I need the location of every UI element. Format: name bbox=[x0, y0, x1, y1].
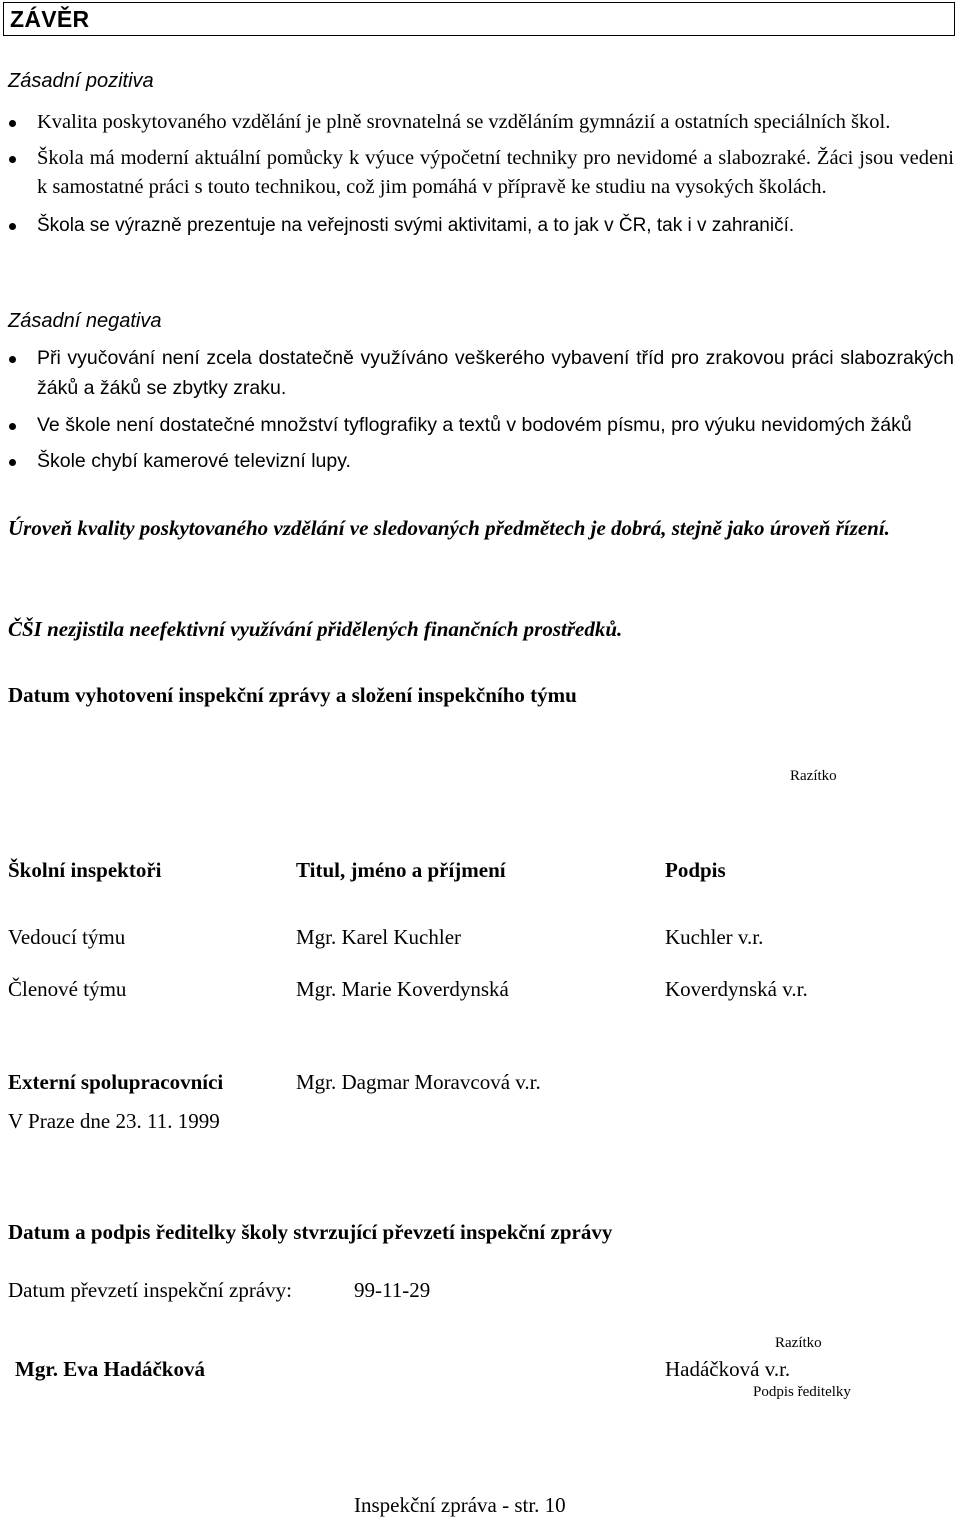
header-signature: Podpis bbox=[665, 858, 726, 882]
bullet-icon bbox=[9, 156, 16, 163]
row-signature: Kuchler v.r. bbox=[665, 925, 764, 949]
negative-text-2: Ve škole není dostatečné množství tyflografiky a textů v bodovém písmu, pro výuku nevidomých žáků bbox=[37, 414, 912, 436]
list-item bbox=[8, 411, 954, 441]
director-section-title: Datum a podpis ředitelky školy stvrzující převzetí inspekční zprávy bbox=[8, 1220, 613, 1244]
bullet-icon bbox=[9, 356, 16, 363]
negative-text-1: Při vyučování není zcela dostatečně využíváno veškerého vybavení tříd pro zrakovou práci slabozrakých žáků a žáků se zbytky zraku. bbox=[37, 347, 954, 399]
director-stamp-label: Razítko bbox=[775, 1335, 822, 1351]
positive-text-1: Kvalita poskytovaného vzdělání je plně srovnatelná se vzděláním gymnázií a ostatních speciálních škol. bbox=[37, 111, 891, 133]
bullet-icon bbox=[9, 459, 16, 466]
signature-caption: Podpis ředitelky bbox=[753, 1384, 851, 1400]
row-name: Mgr. Marie Koverdynská bbox=[296, 977, 509, 1001]
positive-text-2: Škola má moderní aktuální pomůcky k výuce výpočetní techniky pro nevidomé a slabozraké. Žáci jsou vedeni k samostatné práci s touto technikou, což jim pomáhá v přípravě ke studiu na vysokých školách. bbox=[37, 146, 954, 198]
row-name: Mgr. Karel Kuchler bbox=[296, 925, 462, 949]
list-item bbox=[8, 447, 954, 477]
positives-list bbox=[8, 108, 954, 240]
team-section-title: Datum vyhotovení inspekční zprávy a složení inspekčního týmu bbox=[8, 683, 577, 707]
row-signature: Koverdynská v.r. bbox=[665, 977, 808, 1001]
stamp-label: Razítko bbox=[790, 768, 837, 784]
external-name: Mgr. Dagmar Moravcová v.r. bbox=[296, 1070, 541, 1094]
bullet-icon bbox=[9, 120, 16, 127]
conclusion-finance: ČŠI nezjistila neefektivní využívání přidělených finančních prostředků. bbox=[8, 617, 623, 641]
page-footer: Inspekční zpráva - str. 10 bbox=[354, 1493, 566, 1517]
external-label: Externí spolupracovníci bbox=[8, 1070, 224, 1094]
negatives-title: Zásadní negativa bbox=[8, 310, 162, 332]
negatives-list bbox=[8, 344, 954, 476]
conclusion-heading: ZÁVĚR bbox=[10, 6, 90, 32]
row-role: Členové týmu bbox=[8, 977, 127, 1001]
place-date: V Praze dne 23. 11. 1999 bbox=[8, 1109, 220, 1133]
conclusion-quality: Úroveň kvality poskytovaného vzdělání ve sledovaných předmětech je dobrá, stejně jako úroveň řízení. bbox=[8, 516, 890, 540]
list-item bbox=[8, 144, 954, 203]
receipt-date: 99-11-29 bbox=[354, 1278, 431, 1302]
bullet-icon bbox=[9, 223, 16, 230]
list-item bbox=[8, 108, 954, 138]
positives-title: Zásadní pozitiva bbox=[8, 70, 154, 92]
header-role: Školní inspektoři bbox=[8, 858, 162, 882]
bullet-icon bbox=[9, 423, 16, 430]
director-name: Mgr. Eva Hadáčková bbox=[15, 1357, 205, 1381]
receipt-label: Datum převzetí inspekční zprávy: bbox=[8, 1278, 292, 1302]
list-item bbox=[8, 344, 954, 403]
list-item bbox=[8, 211, 954, 240]
conclusion-heading-box bbox=[3, 2, 955, 36]
row-role: Vedoucí týmu bbox=[8, 925, 126, 949]
negative-text-3: Škole chybí kamerové televizní lupy. bbox=[37, 449, 351, 472]
header-name: Titul, jméno a příjmení bbox=[296, 858, 506, 882]
director-signature: Hadáčková v.r. bbox=[665, 1357, 791, 1381]
positive-text-3: Škola se výrazně prezentuje na veřejnosti svými aktivitami, a to jak v ČR, tak i v zahraničí. bbox=[37, 214, 795, 236]
